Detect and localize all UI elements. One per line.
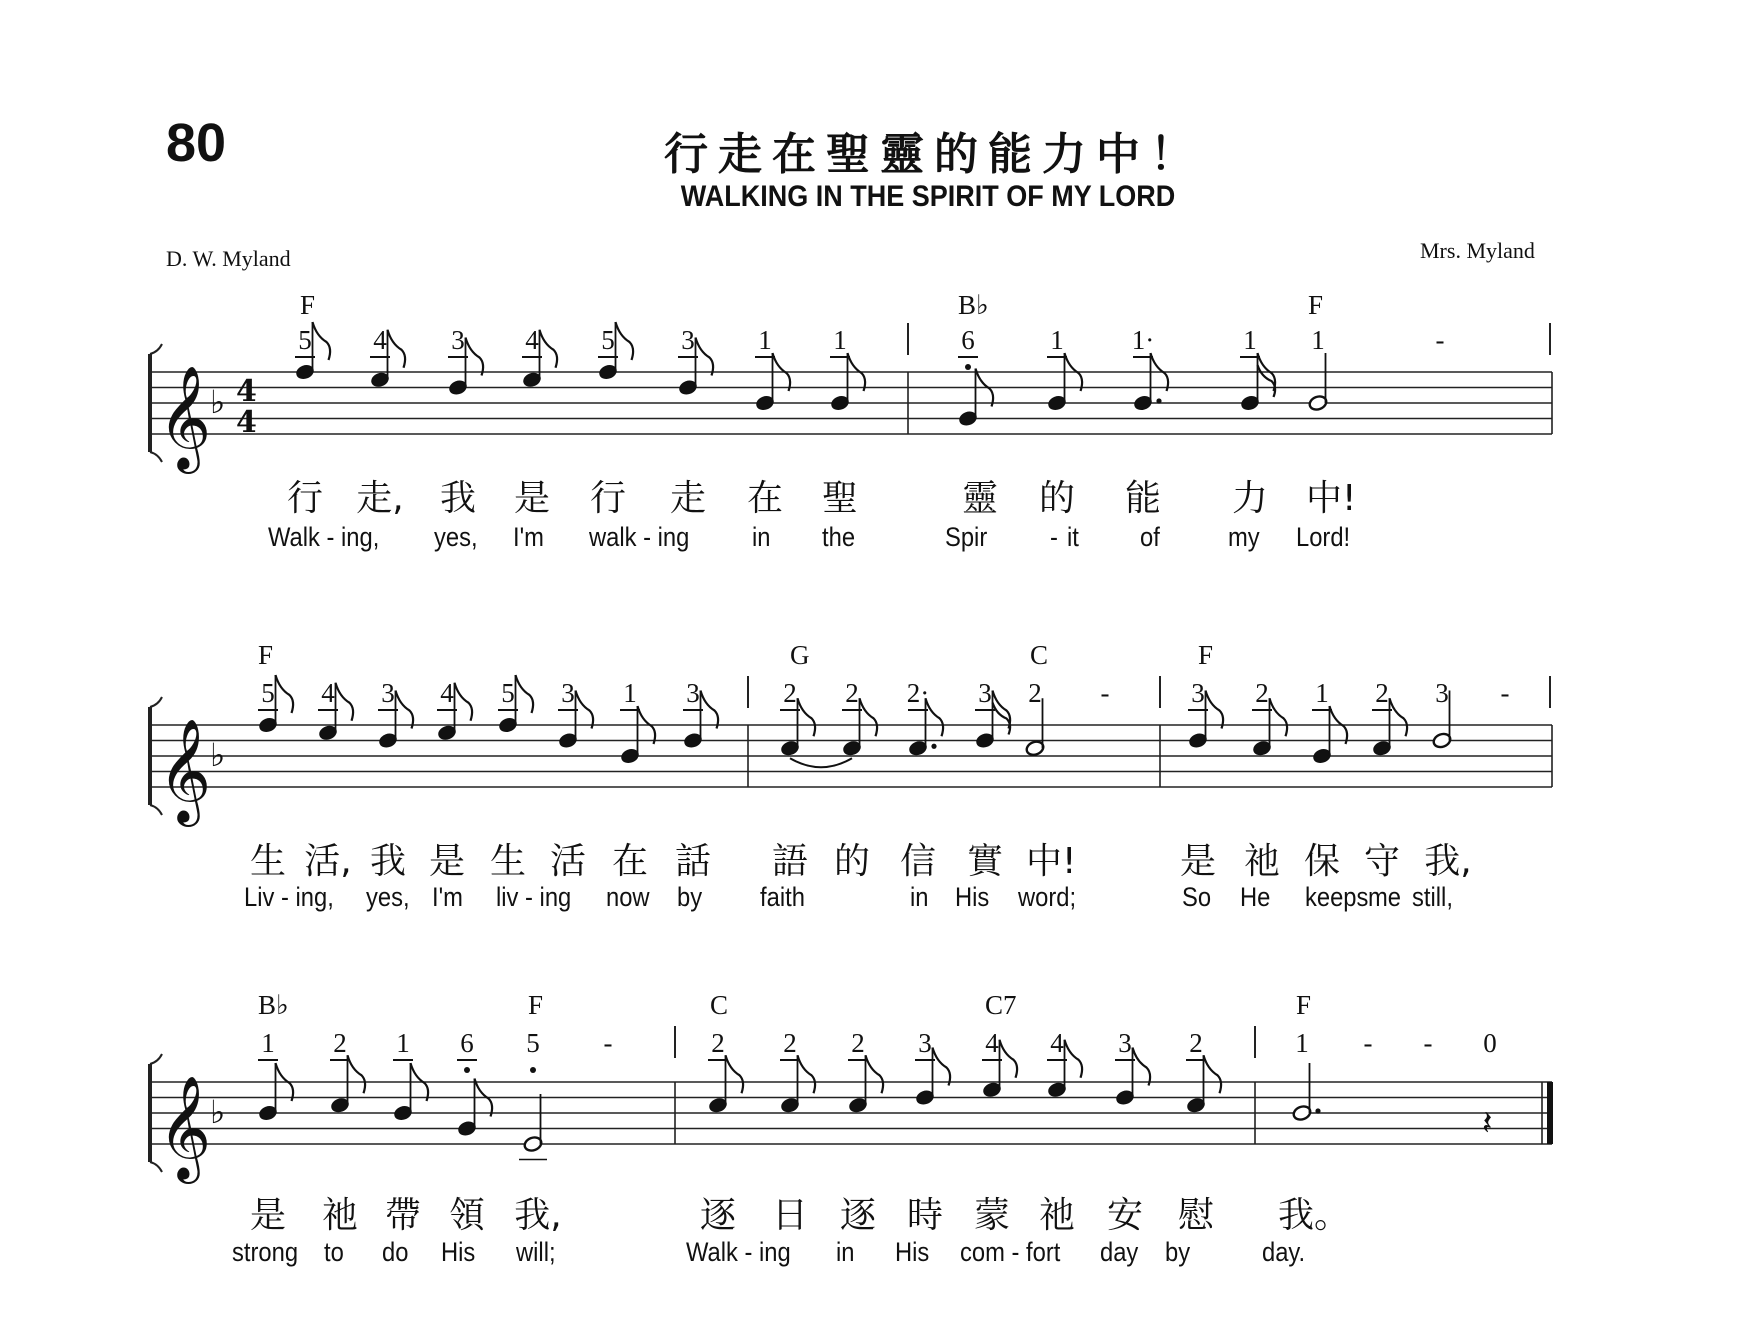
lyric-english: in <box>752 522 771 552</box>
lyric-chinese: 是 <box>428 841 465 882</box>
lyric-chinese: 逐 <box>839 1195 876 1236</box>
lyric-chinese: 信 <box>899 841 936 882</box>
lyric-english: His <box>955 882 990 912</box>
lyric-english: I'm <box>513 522 544 552</box>
lyric-english: to <box>324 1237 344 1267</box>
lyric-english: me <box>1368 882 1402 912</box>
lyric-chinese: 聖 <box>821 478 858 519</box>
lyric-chinese: 在 <box>611 841 648 882</box>
jianpu-octave-dot <box>965 364 971 370</box>
jianpu-number: 2 <box>1189 1028 1203 1058</box>
lyric-english: com - fort <box>960 1237 1061 1267</box>
jianpu-number: 2 <box>783 678 797 708</box>
jianpu-number: 1 <box>396 1028 410 1058</box>
lyric-english: the <box>822 522 856 552</box>
lyric-chinese: 中! <box>1306 478 1357 519</box>
lyric-english: keeps <box>1305 882 1369 912</box>
chord-symbol: F <box>1296 990 1312 1020</box>
jianpu-number: - <box>603 1028 613 1058</box>
treble-clef-icon: 𝄞 <box>158 365 212 470</box>
lyric-chinese: 祂 <box>321 1195 358 1236</box>
lyric-english: day. <box>1262 1237 1306 1267</box>
jianpu-number: 2 <box>1255 678 1269 708</box>
lyric-chinese: 活, <box>304 841 352 882</box>
lyric-english: - <box>1050 522 1058 552</box>
jianpu-number: - <box>1500 678 1510 708</box>
jianpu-octave-dot <box>464 1067 470 1073</box>
quarter-rest-icon: 𝄽 <box>1482 1103 1493 1144</box>
jianpu-number: 2 <box>851 1028 865 1058</box>
lyric-chinese: 中! <box>1026 841 1077 882</box>
lyric-english: will; <box>516 1237 556 1267</box>
lyric-chinese: 日 <box>771 1195 808 1236</box>
lyric-chinese: 活 <box>549 841 586 882</box>
jianpu-number: 2 <box>783 1028 797 1058</box>
lyric-chinese: 時 <box>906 1195 943 1236</box>
lyric-chinese: 在 <box>746 478 783 519</box>
lyric-english: word; <box>1018 882 1077 912</box>
jianpu-number: 3 <box>978 678 992 708</box>
jianpu-number: - <box>1100 678 1110 708</box>
jianpu-number: 1 <box>1315 678 1329 708</box>
jianpu-number: 1 <box>1295 1028 1309 1058</box>
jianpu-number: 4 <box>321 678 335 708</box>
lyric-chinese: 生 <box>489 841 526 882</box>
lyric-english: still, <box>1412 882 1453 912</box>
jianpu-number: 3 <box>681 325 695 355</box>
hymn-number: 80 <box>166 113 227 173</box>
jianpu-octave-dot <box>530 1067 536 1073</box>
lyric-chinese: 祂 <box>1038 1195 1075 1236</box>
jianpu-number: 1· <box>1131 325 1155 355</box>
lyric-chinese: 我, <box>514 1195 562 1236</box>
lyric-chinese: 保 <box>1303 841 1340 882</box>
jianpu-number: 3 <box>1191 678 1205 708</box>
lyric-english: it <box>1067 522 1079 552</box>
lyric-chinese: 我, <box>1424 841 1472 882</box>
lyric-chinese: 是 <box>1179 841 1216 882</box>
lyric-chinese: 實 <box>966 841 1003 882</box>
lyric-english: by <box>677 882 703 912</box>
lyric-english: I'm <box>432 882 463 912</box>
jianpu-number: 5 <box>298 325 312 355</box>
jianpu-number: 2· <box>906 678 930 708</box>
lyric-chinese: 慰 <box>1177 1195 1214 1236</box>
lyric-english: Lord! <box>1296 522 1351 552</box>
note-flag <box>726 1055 744 1093</box>
note-flag <box>348 1055 366 1093</box>
jianpu-number: 2 <box>845 678 859 708</box>
jianpu-number: 3 <box>1435 678 1449 708</box>
chord-symbol: F <box>258 640 274 670</box>
chord-symbol: F <box>1308 290 1324 320</box>
lyric-chinese: 帶 <box>384 1195 421 1236</box>
jianpu-number: 1 <box>1050 325 1064 355</box>
lyric-english: in <box>836 1237 855 1267</box>
jianpu-number: 4 <box>525 325 539 355</box>
jianpu-number: 5 <box>526 1028 540 1058</box>
lyric-chinese: 力 <box>1231 478 1268 519</box>
lyric-chinese: 靈 <box>961 478 998 519</box>
lyric-english: faith <box>760 882 805 912</box>
lyric-chinese: 安 <box>1106 1195 1143 1236</box>
lyricist-credit: Mrs. Myland <box>1420 238 1535 263</box>
lyric-chinese: 走, <box>356 478 404 519</box>
lyric-chinese: 守 <box>1363 841 1400 882</box>
jianpu-number: - <box>1435 325 1445 355</box>
jianpu-number: 3 <box>381 678 395 708</box>
lyric-chinese: 是 <box>513 478 550 519</box>
time-signature: 4 <box>236 405 257 440</box>
chord-symbol: F <box>300 290 316 320</box>
jianpu-number: 3 <box>686 678 700 708</box>
jianpu-number: 5 <box>501 678 515 708</box>
lyric-english: in <box>910 882 929 912</box>
lyric-chinese: 生 <box>249 841 286 882</box>
lyric-english: strong <box>232 1237 299 1267</box>
lyric-english: Spir <box>945 522 988 552</box>
final-barline-thick <box>1547 1082 1553 1144</box>
lyric-chinese: 行 <box>589 478 626 519</box>
chord-symbol: F <box>528 990 544 1020</box>
lyric-english: His <box>895 1237 930 1267</box>
title-chinese: 行走在聖靈的能力中！ <box>664 129 1204 180</box>
jianpu-number: - <box>1423 1028 1433 1058</box>
note-flag <box>1204 1055 1222 1093</box>
jianpu-number: 2 <box>333 1028 347 1058</box>
treble-clef-icon: 𝄞 <box>158 718 212 823</box>
lyric-chinese: 我 <box>439 478 476 519</box>
lyric-english: So <box>1182 882 1212 912</box>
lyric-english: Liv - ing, <box>244 882 334 912</box>
jianpu-number: 2 <box>1028 678 1042 708</box>
jianpu-number: 6 <box>961 325 975 355</box>
jianpu-number: 4 <box>1050 1028 1064 1058</box>
lyric-chinese: 話 <box>674 841 711 882</box>
chord-symbol: F <box>1198 640 1214 670</box>
lyric-english: yes, <box>366 882 410 912</box>
lyric-chinese: 是 <box>249 1195 286 1236</box>
lyric-chinese: 我。 <box>1278 1195 1351 1236</box>
chord-symbol: B♭ <box>258 990 289 1020</box>
jianpu-number: 2 <box>711 1028 725 1058</box>
lyric-english: Walk - ing <box>686 1237 791 1267</box>
chord-symbol: C <box>710 990 729 1020</box>
lyric-english: liv - ing <box>496 882 572 912</box>
jianpu-number: 3 <box>561 678 575 708</box>
composer-credit: D. W. Myland <box>166 246 291 271</box>
jianpu-number: 1 <box>623 678 637 708</box>
jianpu-number: 1 <box>261 1028 275 1058</box>
lyric-english: now <box>606 882 650 912</box>
key-flat-icon: ♭ <box>210 1093 226 1131</box>
lyric-chinese: 蒙 <box>973 1195 1010 1236</box>
lyric-chinese: 我 <box>369 841 406 882</box>
note-flag <box>866 1055 884 1093</box>
jianpu-number: 4 <box>985 1028 999 1058</box>
lyric-chinese: 的 <box>833 841 870 882</box>
tie <box>790 758 852 767</box>
chord-symbol: C <box>1030 640 1049 670</box>
lyric-english: do <box>382 1237 409 1267</box>
lyric-english: His <box>441 1237 476 1267</box>
jianpu-number: 4 <box>440 678 454 708</box>
lyric-english: day <box>1100 1237 1139 1267</box>
jianpu-number: 4 <box>373 325 387 355</box>
jianpu-number: 3 <box>918 1028 932 1058</box>
jianpu-number: 1 <box>1243 325 1257 355</box>
lyric-english: Walk - ing, <box>268 522 380 552</box>
lyric-chinese: 逐 <box>699 1195 736 1236</box>
key-flat-icon: ♭ <box>210 383 226 421</box>
lyric-chinese: 能 <box>1124 478 1161 519</box>
treble-clef-icon: 𝄞 <box>158 1075 212 1180</box>
lyric-chinese: 領 <box>448 1195 485 1236</box>
lyric-chinese: 語 <box>771 841 808 882</box>
note-flag <box>798 1055 816 1093</box>
jianpu-number: 1 <box>758 325 772 355</box>
jianpu-number: 5 <box>601 325 615 355</box>
lyric-english: walk - ing <box>589 522 690 552</box>
lyric-chinese: 祂 <box>1243 841 1280 882</box>
lyric-chinese: 的 <box>1038 478 1075 519</box>
jianpu-number: 3 <box>451 325 465 355</box>
chord-symbol: B♭ <box>958 290 989 320</box>
key-flat-icon: ♭ <box>210 736 226 774</box>
jianpu-number: 5 <box>261 678 275 708</box>
lyric-chinese: 行 <box>286 478 323 519</box>
jianpu-number: 3 <box>1118 1028 1132 1058</box>
lyric-english: my <box>1228 522 1260 552</box>
title-english: WALKING IN THE SPIRIT OF MY LORD <box>680 180 1176 213</box>
lyric-english: He <box>1240 882 1271 912</box>
jianpu-number: 6 <box>460 1028 474 1058</box>
note-dot <box>1315 1108 1320 1113</box>
lyric-chinese: 走 <box>669 478 706 519</box>
jianpu-number: 1 <box>833 325 847 355</box>
jianpu-number: 2 <box>1375 678 1389 708</box>
note-dot <box>931 744 936 749</box>
jianpu-number: - <box>1363 1028 1373 1058</box>
time-signature: 4 <box>236 374 257 409</box>
jianpu-number: 0 <box>1483 1028 1497 1058</box>
note-dot <box>1156 398 1161 403</box>
lyric-english: yes, <box>434 522 478 552</box>
jianpu-number: 1 <box>1311 325 1325 355</box>
lyric-english: by <box>1165 1237 1191 1267</box>
lyric-english: of <box>1140 522 1160 552</box>
chord-symbol: G <box>790 640 810 670</box>
chord-symbol: C7 <box>985 990 1017 1020</box>
